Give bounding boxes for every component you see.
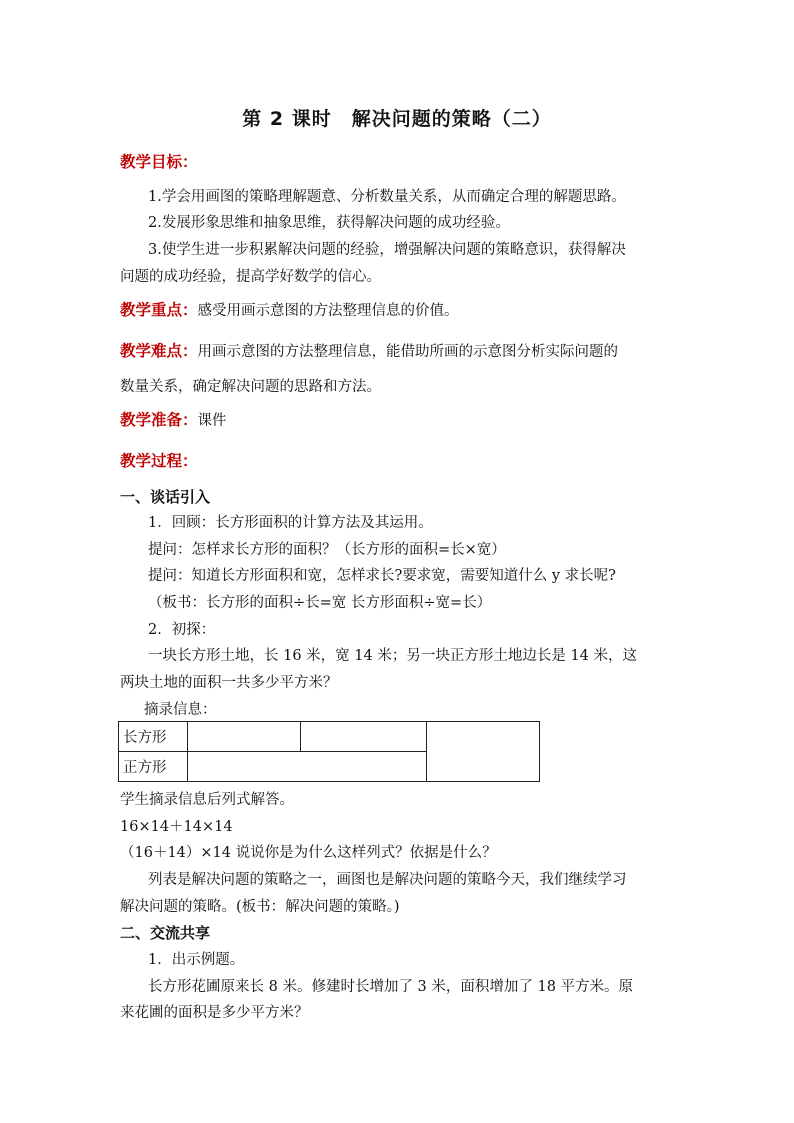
prep [120, 410, 680, 431]
table-cell [426, 722, 539, 782]
section2-line-2: 长方形花圃原来长 8 米。修建时长增加了 3 米，面积增加了 18 平方米。原 [148, 979, 634, 995]
difficulty-label: 教学难点： [120, 342, 198, 360]
page-title: 第 2 课时 解决问题的策略（二） [242, 108, 552, 130]
section2-line-2-cont: 来花圃的面积是多少平方米？ [120, 1005, 309, 1021]
after-line-1: 学生摘录信息后列式解答。 [120, 792, 294, 808]
goal-item-1: 1.学会用画图的策略理解题意、分析数量关系，从而确定合理的解题思路。 [148, 189, 626, 205]
summary-line: 列表是解决问题的策略之一，画图也是解决问题的策略今天，我们继续学习 [148, 872, 627, 888]
section1-line-6: 一块长方形土地，长 16 米，宽 14 米；另一块正方形土地边长是 14 米，这 [148, 648, 638, 664]
key-point-label: 教学重点： [120, 301, 198, 319]
section1-heading: 一、谈话引入 [120, 488, 211, 506]
table-row-label: 正方形 [119, 752, 188, 782]
section1-line-4: （板书：长方形的面积÷长=宽 长方形面积÷宽=长） [148, 595, 492, 611]
section2-line-1: 1．出示例题。 [148, 952, 245, 968]
section1-line-2: 提问：怎样求长方形的面积？（长方形的面积=长×宽） [148, 542, 506, 558]
section2-heading: 二、交流共享 [120, 924, 211, 942]
table-row-label: 长方形 [119, 722, 188, 752]
goal-item-3: 3.使学生进一步积累解决问题的经验，增强解决问题的策略意识，获得解决 [148, 242, 626, 258]
section1-line-3: 提问：知道长方形面积和宽，怎样求长?要求宽，需要知道什么 y 求长呢? [148, 568, 616, 584]
prep-label: 教学准备： [120, 411, 198, 429]
section1-line-6-cont: 两块土地的面积一共多少平方米？ [120, 675, 338, 691]
goal-item-2: 2.发展形象思维和抽象思维，获得解决问题的成功经验。 [148, 215, 510, 231]
prep-text: 课件 [197, 413, 227, 429]
key-point-text: 感受用画示意图的方法整理信息的价值。 [197, 303, 459, 319]
goals-heading: 教学目标： [120, 153, 198, 171]
section1-line-5: 2．初探： [148, 622, 216, 638]
after-line-2: 16×14＋14×14 [120, 819, 233, 835]
difficulty [120, 341, 680, 362]
difficulty-text-cont: 数量关系，确定解决问题的思路和方法。 [120, 379, 381, 395]
goal-item-3-cont: 问题的成功经验，提高学好数学的信心。 [120, 269, 381, 285]
after-line-3: （16＋14）×14 说说你是为什么这样列式？依据是什么？ [120, 845, 497, 861]
section1-line-1: 1．回顾：长方形面积的计算方法及其运用。 [148, 515, 433, 531]
difficulty-text: 用画示意图的方法整理信息，能借助所画的示意图分析实际问题的 [197, 344, 619, 360]
table-row [119, 722, 540, 752]
process-heading: 教学过程： [120, 452, 198, 470]
summary-line-cont: 解决问题的策略。(板书：解决问题的策略。) [120, 899, 400, 915]
table-cell [301, 722, 426, 752]
extract-label: 摘录信息： [144, 702, 217, 718]
info-table [118, 721, 540, 782]
table-cell [188, 722, 301, 752]
key-point [120, 300, 680, 321]
table-cell [188, 752, 427, 782]
